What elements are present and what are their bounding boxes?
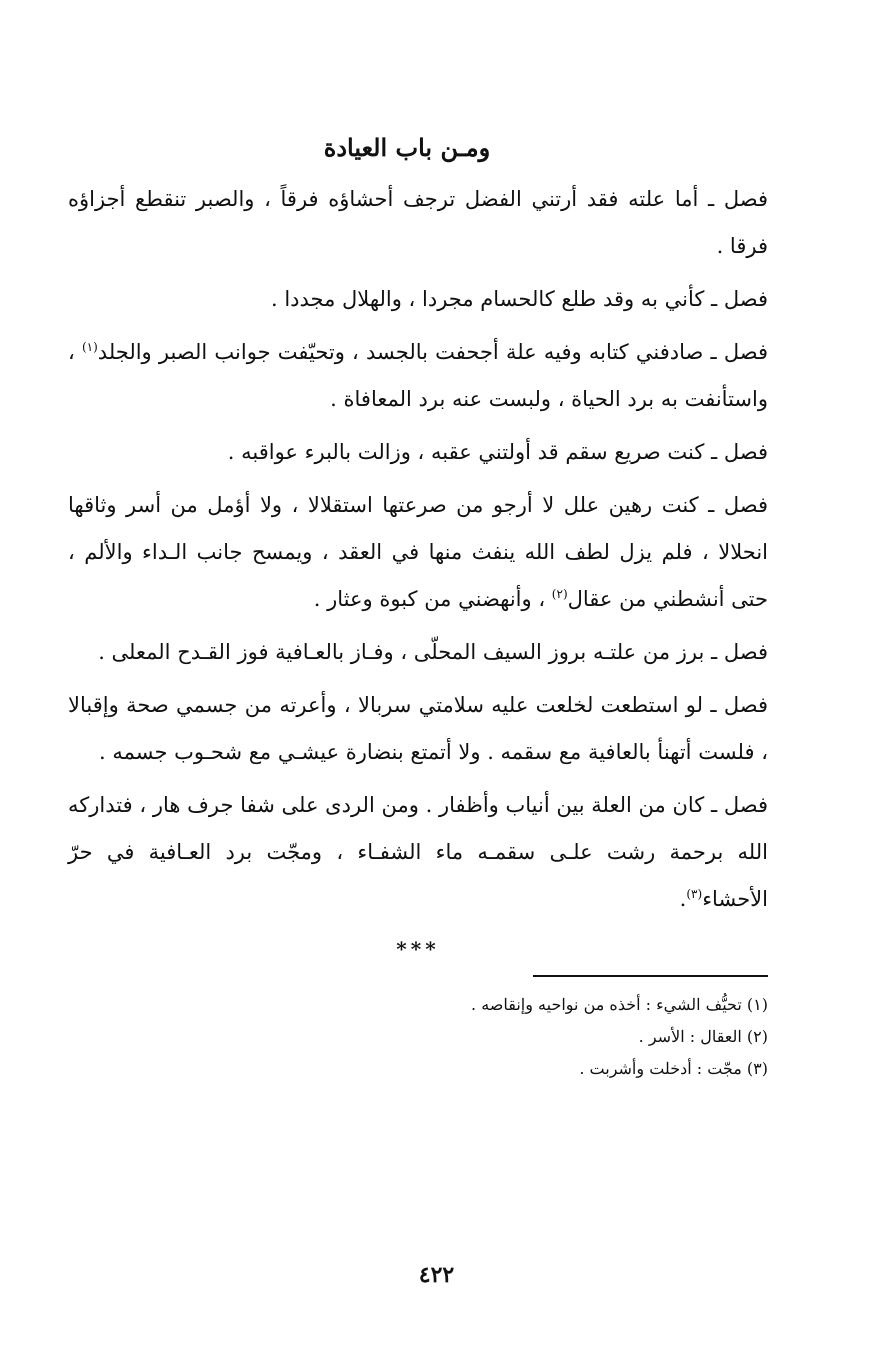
paragraph-7: فصل ـ لو استطعت لخلعت عليه سلامتي سربالا ، وأعرته من جسمي صحة وإقبالا ، فلست أتهنأ بالعافية مع سقمه . ولا أتمتع بنضارة عيشـي مع شحـوب جسمه . <box>68 693 768 764</box>
footnote-1: (١) تحيُّف الشيء : أخذه من نواحيه وإنقاصه . <box>471 995 768 1014</box>
paragraph-8-text-b: . <box>679 887 687 911</box>
footnote-rule <box>533 975 768 977</box>
footnote-ref-2: (٢) <box>551 587 568 601</box>
book-page <box>68 128 768 1308</box>
paragraph-5-text-b: ، وأنهضني من كبوة وعثار . <box>313 587 552 611</box>
section-heading: ومـن باب العيادة <box>323 133 491 162</box>
paragraph-4: فصل ـ كنت صريع سقم قد أولتني عقبه ، وزالت بالبرء عواقبه . <box>227 440 768 464</box>
paragraph-8-text-a: فصل ـ كان من العلة بين أنياب وأظفار . ومن الردى على شفا جرف هار ، فتداركه الله برحمة رشت علـى سقمـه ماء الشفـاء ، ومجّت برد العـافية في حرّ الأحشاء <box>68 793 768 911</box>
paragraph-1: فصل ـ أما علته فقد أرتني الفضل ترجف أحشاؤه فرقاً ، والصبر تنقطع أجزاؤه فرقا . <box>68 187 768 258</box>
paragraph-3-text-b: ، واستأنفت به برد الحياة ، ولبست عنه برد المعافاة . <box>68 340 768 411</box>
paragraph-6: فصل ـ برز من علتـه بروز السيف المحلّى ، وفـاز بالعـافية فوز القـدح المعلى . <box>98 640 768 664</box>
paragraph-3 <box>68 329 768 423</box>
paragraph-5-text-a: فصل ـ كنت رهين علل لا أرجو من صرعتها استقلالا ، ولا أؤمل من أسر وثاقها انحلالا ، فلم يزل لطف الله ينفث منها في العقد ، ويمسح جانب الـداء والألم ، حتى أنشطني من عقال <box>68 493 768 611</box>
section-separator: *** <box>396 937 440 961</box>
footnote-ref-1: (١) <box>81 340 98 354</box>
paragraph-2: فصل ـ كأني به وقد طلع كالحسام مجردا ، والهلال مجددا . <box>271 287 768 311</box>
footnote-3: (٣) مجّت : أدخلت وأشربت . <box>579 1059 768 1078</box>
paragraph-5 <box>68 482 768 623</box>
page-number: ٤٢٢ <box>418 1262 455 1288</box>
paragraph-3-text-a: فصل ـ صادفني كتابه وفيه علة أجحفت بالجسد ، وتحيّفت جوانب الصبر والجلد <box>97 340 768 364</box>
footnote-2: (٢) العقال : الأسر . <box>638 1027 768 1046</box>
paragraph-8 <box>68 782 768 923</box>
footnote-ref-3: (٣) <box>686 887 703 901</box>
